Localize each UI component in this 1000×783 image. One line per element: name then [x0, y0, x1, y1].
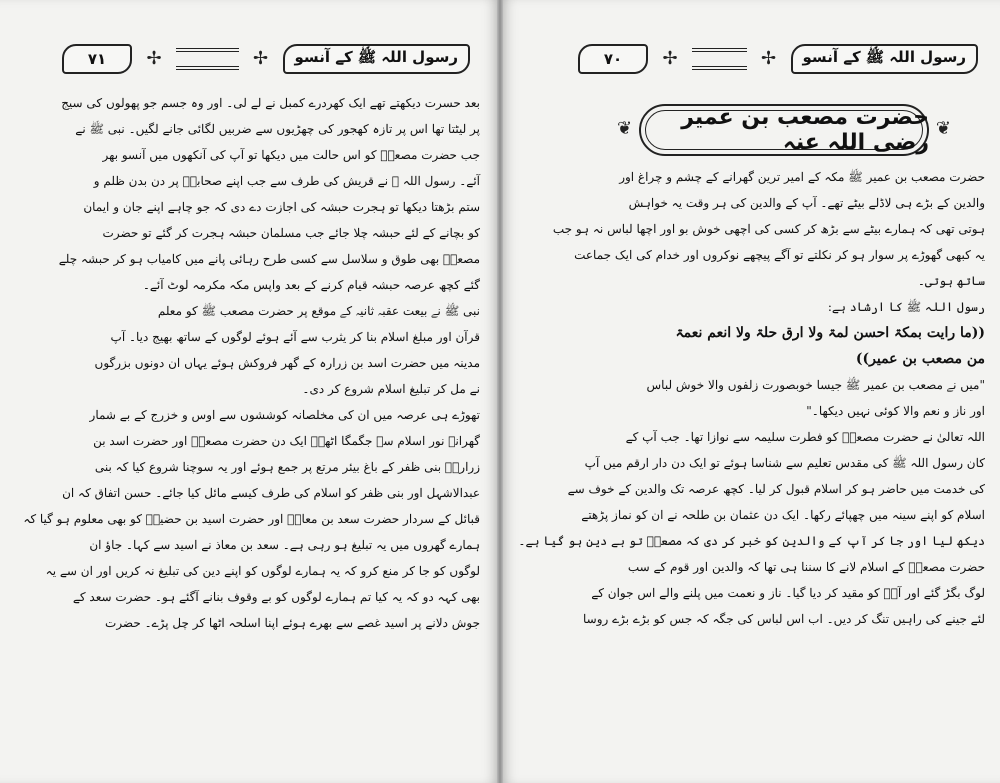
header-ornament-band — [692, 48, 747, 70]
ornament-knot-icon: ✢ — [662, 48, 678, 69]
text-line: بعد حسرت دیکھتے تھے ایک کھردرے کمبل نے لے لی۔ اور وہ جسم جو پھولوں کی سیج — [61, 96, 480, 110]
text-line: قبائل کے سردار حضرت سعد بن معاذؓ اور حضرت اسید بن حضیرؓ کو بھی معلوم ہو گیا کہ — [23, 512, 480, 526]
right-page-number-text: ٧٠ — [603, 50, 623, 68]
text-line: گئے کچھ عرصہ حبشہ قیام کرنے کے بعد واپس مکہ مکرمہ لوٹ آئے۔ — [142, 278, 480, 292]
ornament-knot-icon: ✢ — [146, 48, 162, 69]
text-line: آئے۔ رسول اللہ ﷺ نے قریش کی طرف سے جب اپنے صحابہؓ پر دن بدن ظلم و — [93, 174, 480, 188]
text-line: ساتھ ہوتی۔ — [917, 274, 985, 288]
right-page — [503, 0, 1000, 783]
text-line: لوگوں کو جا کر منع کرو کہ یہ ہمارے لوگوں کو اپنے دین کی تبلیغ نہ کریں اور ان سے یہ — [45, 564, 480, 578]
right-running-title: رسول اللہ ﷺ کے آنسو — [802, 48, 966, 66]
left-page-header — [62, 44, 470, 74]
flourish-icon: ❦ — [617, 118, 633, 139]
text-line: ہوتی تھی کہ ہمارے بیٹے سے بڑھ کر کسی کی اچھی خوش بو اور اچھا لباس نہ ہو جب — [552, 222, 985, 236]
text-line: جب حضرت مصعبؓ کو اس حالت میں دیکھا تو آپ کی آنکھوں میں آنسو بھر — [102, 148, 480, 162]
text-line: اسلام کو اپنے سینہ میں چھپائے رکھا۔ ایک دن عثمان بن طلحہ نے ان کو نماز پڑھتے — [581, 508, 985, 522]
right-page-number — [578, 44, 648, 74]
text-line: پر لیٹتا تھا اس پر تازہ کھجور کی چھڑیوں سے ضربیں لگائی جانے لگیں۔ نبی ﷺ نے — [75, 122, 480, 136]
header-ornament-band — [176, 48, 239, 70]
left-page-number-text: ٧١ — [87, 50, 107, 68]
text-line: نے مل کر تبلیغ اسلام شروع کر دی۔ — [302, 382, 480, 396]
text-line: لوگ بگڑ گئے اور آپؓ کو مقید کر دیا گیا۔ ناز و نعمت میں پلنے والے اس جوان کے — [591, 586, 985, 600]
text-line: حضرت مصعبؓ کے اسلام لانے کا سننا ہی تھا کہ والدین اور قوم کے سب — [627, 560, 985, 574]
hadith-translation-line: "میں نے مصعب بن عمیر ﷺ جیسا خوبصورت زلفوں والا خوش لباس — [646, 378, 985, 392]
left-running-title-box — [283, 44, 470, 74]
hadith-arabic-line: ((ما رایت بمکۃ احسن لمۃ ولا ارق حلۃ ولا انعم نعمۃ — [675, 325, 985, 341]
hadith-arabic-line: من مصعب بن عمیر)) — [855, 351, 985, 367]
right-running-title-box — [791, 44, 978, 74]
text-line: مدینہ میں حضرت اسد بن زرارہ کے گھر فروکش ہوئے یہاں ان دونوں بزرگوں — [94, 356, 480, 370]
right-page-header — [578, 44, 978, 74]
text-line: دیکھ لیا اور جا کر آپ کے والدین کو خبر کر دی کہ مصعبؓ تو بے دین ہو گیا ہے۔ — [518, 534, 985, 548]
left-page-number — [62, 44, 132, 74]
text-line: ہمارے گھروں میں یہ تبلیغ ہو رہی ہے۔ سعد بن معاذ نے اسید سے کہا۔ جاؤ ان — [89, 538, 480, 552]
text-line: تھوڑے ہی عرصہ میں ان کی مخلصانہ کوششوں سے اوس و خزرج کے بے شمار — [89, 408, 480, 422]
text-line: نبی ﷺ نے بیعت عقبہ ثانیہ کے موقع پر حضرت مصعب ﷺ کو معلم — [157, 304, 480, 318]
text-line: لئے جینے کی راہیں تنگ کر دیں۔ اب اس لباس کی جگہ کہ جس کو بڑے بڑے روسا — [582, 612, 985, 626]
text-line: مصعبؓ بھی طوق و سلاسل سے کسی طرح رہائی پانے میں کامیاب ہو کر حبشہ چلے — [58, 252, 480, 266]
text-line: بھی کہہ دو کہ یہ کیا تم ہمارے لوگوں کو بے وقوف بنانے آگئے ہو۔ حضرت سعد کے — [72, 590, 480, 604]
chapter-title: حضرت مصعب بن عمیر رضی اللہ عنہ — [681, 105, 929, 155]
text-line: کان رسول اللہ ﷺ کی مقدس تعلیم سے شناسا ہوئے تو ایک دن دار ارقم میں آپ — [584, 456, 985, 470]
right-page-body — [518, 164, 985, 632]
text-line: یہ کبھی گھوڑے پر سوار ہو کر نکلتے تو آگے پیچھے نوکروں اور خدام کی ایک جماعت — [574, 248, 985, 262]
left-running-title: رسول اللہ ﷺ کے آنسو — [294, 48, 458, 66]
text-line: جوش دلانے پر اسید غصے سے بھرے ہوئے اپنا اسلحہ اٹھا کر چل پڑے۔ حضرت — [105, 616, 480, 630]
text-line: اللہ تعالیٰ نے حضرت مصعبؓ کو فطرت سلیمہ سے نوازا تھا۔ جب آپ کے — [625, 430, 985, 444]
left-page-body — [23, 90, 480, 636]
text-line: گھرانے نور اسلام سے جگمگا اٹھے۔ ایک دن حضرت مصعبؓ اور حضرت اسد بن — [93, 434, 480, 448]
chapter-heading — [617, 104, 951, 156]
ornament-knot-icon: ✢ — [760, 48, 777, 69]
hadith-translation-line: اور ناز و نعم والا کوئی نہیں دیکھا۔" — [806, 404, 985, 418]
text-line: کی خدمت میں حاضر ہو کر اسلام قبول کر لیا۔ کچھ عرصہ تک والدین کے خوف سے — [567, 482, 985, 496]
hadith-intro: رسول اللہ ﷺ کا ارشاد ہے: — [827, 300, 985, 314]
left-page — [0, 0, 497, 783]
ornament-knot-icon: ✢ — [252, 48, 269, 69]
flourish-icon: ❦ — [935, 118, 951, 139]
text-line: کو بچانے کے لئے حبشہ چلا جائے جب مسلمان حبشہ ہجرت کر گئے تو حضرت — [102, 226, 480, 240]
text-line: قرآن اور مبلغ اسلام بنا کر یثرب سے آئے ہوئے لوگوں کے ساتھ بھیج دیا۔ آپ — [110, 330, 480, 344]
text-line: حضرت مصعب بن عمیر ﷺ مکہ کے امیر ترین گھرانے کے چشم و چراغ اور — [619, 170, 985, 184]
text-line: ستم بڑھتا دیکھا تو ہجرت حبشہ کی اجازت دے دی کہ جو چاہے اپنے جان و ایمان — [83, 200, 480, 214]
text-line: والدین کے بڑے ہی لاڈلے بیٹے تھے۔ آپ کے والدین کی ہر وقت یہ خواہش — [628, 196, 985, 210]
text-line: عبدالاشہل اور بنی ظفر کو اسلام کی طرف کیسے مائل کیا جائے۔ حسن اتفاق کہ ان — [62, 486, 480, 500]
text-line: زرارہؓ بنی ظفر کے باغ بیئر مرتع پر جمع ہوئے اور یہ سوچنا شروع کیا کہ بنی — [94, 460, 480, 474]
